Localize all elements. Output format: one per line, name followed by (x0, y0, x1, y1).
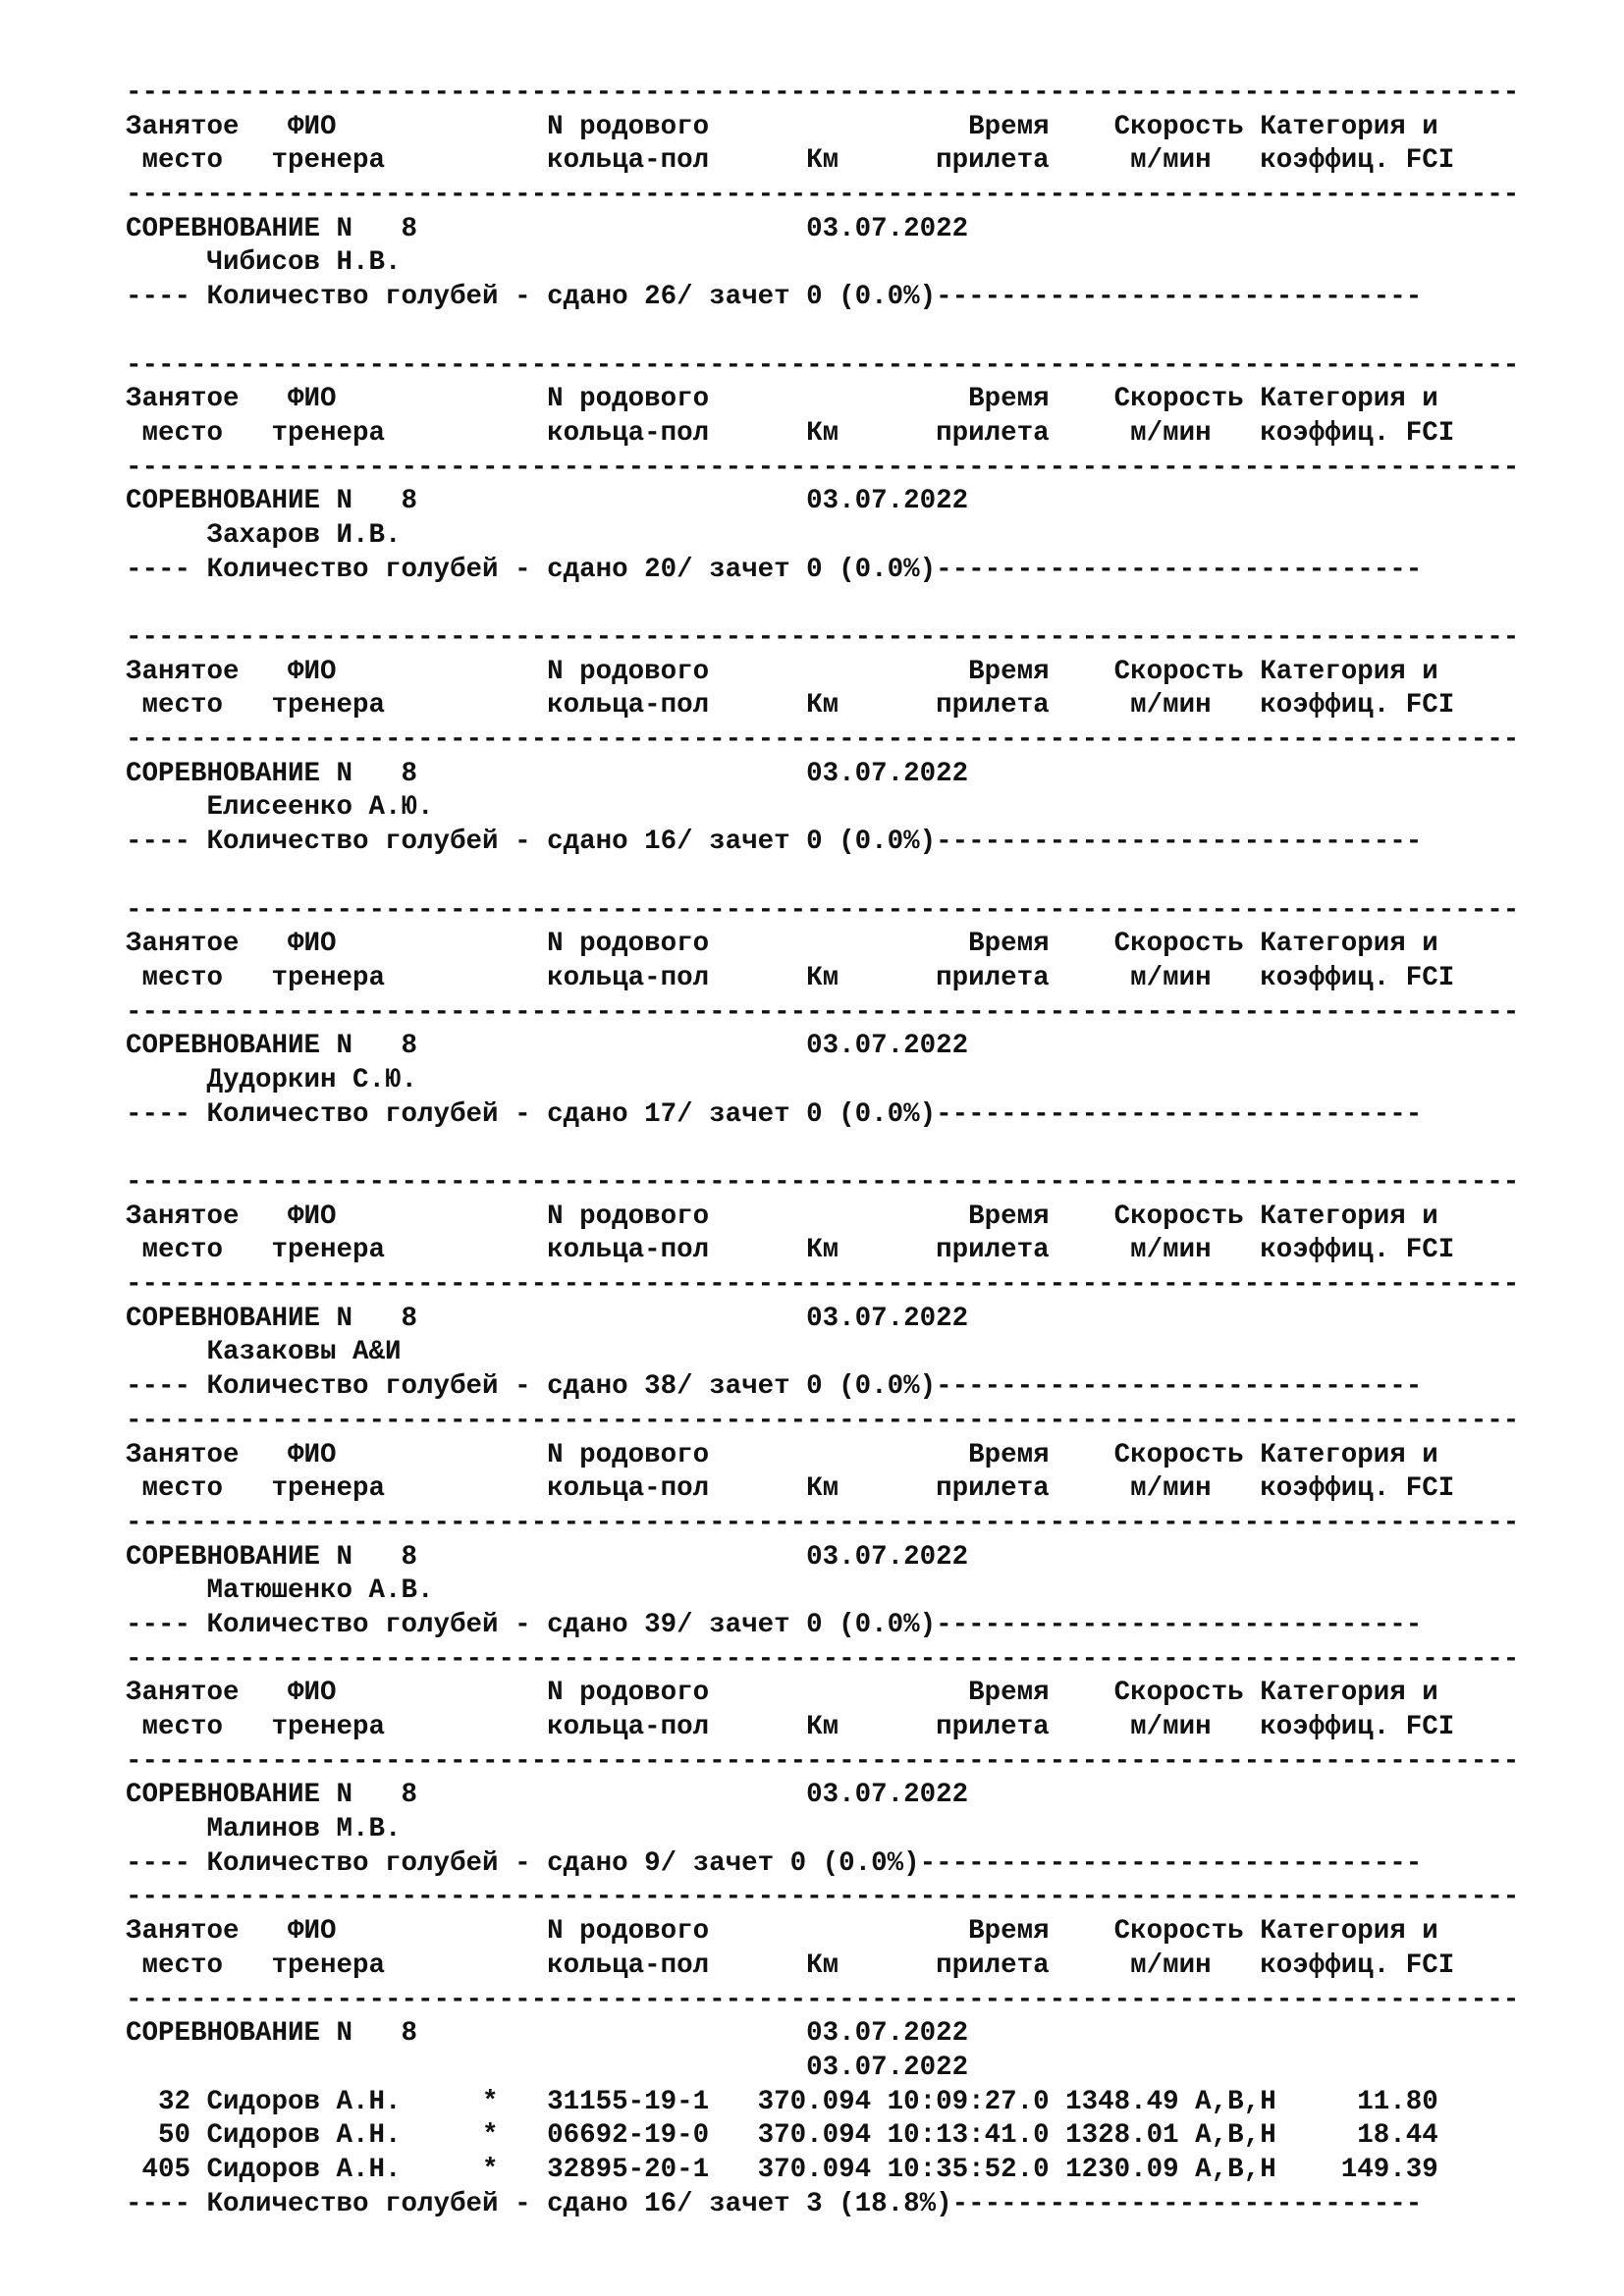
report-line: Занятое ФИО N родового Время Скорость Категория и (126, 1916, 1438, 1948)
report-line: ---- Количество голубей - сдано 38/ зачет 0 (0.0%)------------------------------ (126, 1371, 1423, 1403)
report-line: место тренера кольца-пол Км прилета м/мин коэффиц. FCI (126, 1473, 1455, 1505)
report-line: -------------------------------------------------------------------------------------- (126, 1643, 1520, 1675)
report-line: СОРЕВНОВАНИЕ N 8 03.07.2022 (126, 2018, 969, 2050)
report-line: СОРЕВНОВАНИЕ N 8 03.07.2022 (126, 1780, 969, 1811)
report-line: -------------------------------------------------------------------------------------- (126, 1745, 1520, 1777)
report-line: место тренера кольца-пол Км прилета м/мин коэффиц. FCI (126, 1235, 1455, 1266)
report-line: 32 Сидоров А.Н. * 31155-19-1 370.094 10:09:27.0 1348.49 А,В,Н 11.80 (126, 2086, 1438, 2117)
report-line: СОРЕВНОВАНИЕ N 8 03.07.2022 (126, 486, 969, 517)
report-line (126, 860, 1598, 894)
report-line: Матюшенко А.В. (126, 1575, 434, 1607)
report-line: Дудоркин С.Ю. (126, 1064, 418, 1095)
report-line: -------------------------------------------------------------------------------------- (126, 1167, 1520, 1198)
report-line: Занятое ФИО N родового Время Скорость Категория и (126, 929, 1438, 960)
report-line: СОРЕВНОВАНИЕ N 8 03.07.2022 (126, 1303, 969, 1334)
report-line: -------------------------------------------------------------------------------------- (126, 180, 1520, 211)
report-line: ---- Количество голубей - сдано 9/ зачет 0 (0.0%)------------------------------- (126, 1847, 1423, 1879)
report-line: Занятое ФИО N родового Время Скорость Категория и (126, 1201, 1438, 1232)
report-line: СОРЕВНОВАНИЕ N 8 03.07.2022 (126, 213, 969, 244)
report-line: Занятое ФИО N родового Время Скорость Категория и (126, 111, 1438, 142)
report-line: 03.07.2022 (126, 2052, 969, 2083)
report-line: ---- Количество голубей - сдано 26/ зачет 0 (0.0%)------------------------------ (126, 282, 1423, 313)
report-line: -------------------------------------------------------------------------------------- (126, 894, 1520, 926)
report-line: место тренера кольца-пол Км прилета м/мин коэффиц. FCI (126, 690, 1455, 721)
report-line: -------------------------------------------------------------------------------------- (126, 1507, 1520, 1538)
report-line: место тренера кольца-пол Км прилета м/мин коэффиц. FCI (126, 962, 1455, 993)
report-line: ---- Количество голубей - сдано 39/ зачет 0 (0.0%)------------------------------ (126, 1609, 1423, 1640)
report-line: Елисеенко А.Ю. (126, 792, 434, 824)
report-line: Занятое ФИО N родового Время Скорость Категория и (126, 384, 1438, 415)
report-line: ---- Количество голубей - сдано 16/ зачет 0 (0.0%)------------------------------ (126, 827, 1423, 858)
report-line: -------------------------------------------------------------------------------------- (126, 1882, 1520, 1913)
report-line: 405 Сидоров А.Н. * 32895-20-1 370.094 10:35:52.0 1230.09 А,В,Н 149.39 (126, 2154, 1438, 2185)
report-line: Казаковы А&И (126, 1337, 402, 1368)
report-line: -------------------------------------------------------------------------------------- (126, 78, 1520, 108)
report-line: 50 Сидоров А.Н. * 06692-19-0 370.094 10:13:41.0 1328.01 А,В,Н 18.44 (126, 2120, 1438, 2152)
report-line: СОРЕВНОВАНИЕ N 8 03.07.2022 (126, 1541, 969, 1573)
report-line: место тренера кольца-пол Км прилета м/мин коэффиц. FCI (126, 1712, 1455, 1742)
report-line: Малинов М.В. (126, 1814, 402, 1845)
report-line: Занятое ФИО N родового Время Скорость Категория и (126, 656, 1438, 687)
report-line: Захаров И.В. (126, 519, 402, 551)
report-line: -------------------------------------------------------------------------------------- (126, 724, 1520, 756)
report-line: -------------------------------------------------------------------------------------- (126, 622, 1520, 653)
report-line: СОРЕВНОВАНИЕ N 8 03.07.2022 (126, 1031, 969, 1062)
report-line: Чибисов Н.В. (126, 247, 402, 279)
report-line: СОРЕВНОВАНИЕ N 8 03.07.2022 (126, 758, 969, 789)
report-line: -------------------------------------------------------------------------------------- (126, 452, 1520, 483)
report-line (126, 1132, 1598, 1166)
report-line: место тренера кольца-пол Км прилета м/мин коэффиц. FCI (126, 1949, 1455, 1981)
report-line: Занятое ФИО N родового Время Скорость Категория и (126, 1678, 1438, 1709)
report-line: -------------------------------------------------------------------------------------- (126, 996, 1520, 1028)
report-line: ---- Количество голубей - сдано 20/ зачет 0 (0.0%)------------------------------ (126, 554, 1423, 585)
report-line (126, 315, 1598, 349)
report-line: ---- Количество голубей - сдано 17/ зачет 0 (0.0%)------------------------------ (126, 1098, 1423, 1130)
report-line: Занятое ФИО N родового Время Скорость Категория и (126, 1439, 1438, 1470)
report-line: -------------------------------------------------------------------------------------- (126, 1405, 1520, 1436)
report-line (126, 587, 1598, 621)
report-line: место тренера кольца-пол Км прилета м/мин коэффиц. FCI (126, 417, 1455, 449)
report-line: -------------------------------------------------------------------------------------- (126, 1269, 1520, 1301)
report-line: -------------------------------------------------------------------------------------- (126, 349, 1520, 381)
report-line: ---- Количество голубей - сдано 16/ зачет 3 (18.8%)----------------------------- (126, 2188, 1423, 2219)
race-results-report (126, 77, 1598, 2221)
report-line: место тренера кольца-пол Км прилета м/мин коэффиц. FCI (126, 145, 1455, 177)
report-line: -------------------------------------------------------------------------------------- (126, 1984, 1520, 2015)
